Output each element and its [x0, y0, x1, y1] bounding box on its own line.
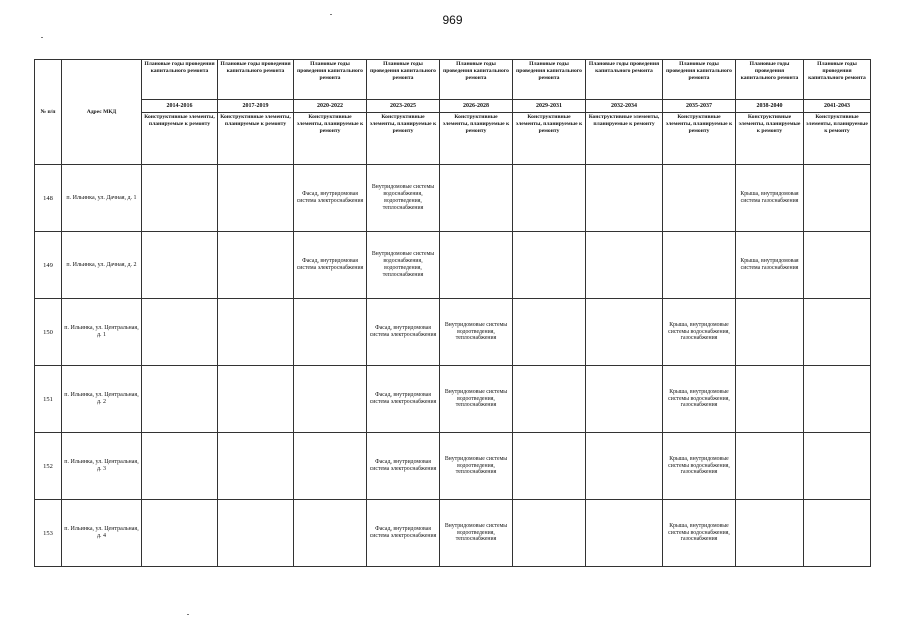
repair-works-cell: [142, 366, 218, 433]
repair-works-cell: Фасад, внутридомовая система электроснабжения: [367, 433, 440, 500]
table-row: [35, 500, 871, 567]
scan-speck: [187, 614, 189, 615]
repair-works-cell: Фасад, внутридомовая система электроснабжения: [367, 500, 440, 567]
page-number: 969: [442, 13, 463, 27]
row-address: п. Ильинка, ул. Центральная, д. 1: [62, 299, 142, 366]
repair-works-cell: [294, 433, 367, 500]
header-plan-years: Плановые годы проведения капитального ремонта: [804, 60, 871, 100]
repair-works-cell: [218, 165, 294, 232]
repair-works-cell: [804, 366, 871, 433]
repair-works-cell: [513, 165, 586, 232]
repair-works-cell: [736, 433, 804, 500]
repair-works-cell: [586, 165, 663, 232]
repair-works-cell: [294, 500, 367, 567]
repair-works-cell: [804, 433, 871, 500]
header-plan-years: Плановые годы проведения капитального ремонта: [142, 60, 218, 100]
repair-works-cell: [736, 299, 804, 366]
repair-works-cell: Фасад, внутридомовая система электроснабжения: [294, 165, 367, 232]
capital-repair-table: [34, 59, 871, 567]
header-period: 2014-2016: [142, 100, 218, 113]
header-elements: Конструктивные элементы, планируемые к ремонту: [440, 113, 513, 165]
repair-works-cell: [586, 299, 663, 366]
repair-works-cell: [218, 433, 294, 500]
row-number: 150: [35, 299, 62, 366]
header-period: 2032-2034: [586, 100, 663, 113]
table-row: [35, 433, 871, 500]
repair-works-cell: [736, 366, 804, 433]
repair-works-cell: [142, 299, 218, 366]
row-address: п. Ильинка, ул. Центральная, д. 2: [62, 366, 142, 433]
repair-works-cell: Фасад, внутридомовая система электроснабжения: [294, 232, 367, 299]
repair-works-cell: [736, 500, 804, 567]
repair-works-cell: [513, 232, 586, 299]
repair-works-cell: Внутридомовые системы водоснабжения, водоотведения, теплоснабжения: [367, 165, 440, 232]
repair-works-cell: [586, 433, 663, 500]
repair-works-cell: Внутридомовые системы водоотведения, теплоснабжения: [440, 299, 513, 366]
header-elements: Конструктивные элементы, планируемые к ремонту: [294, 113, 367, 165]
table-row: [35, 366, 871, 433]
repair-works-cell: Крыша, внутридомовые системы водоснабжения, газоснабжения: [663, 433, 736, 500]
scan-speck: [330, 14, 332, 15]
header-number: № п/п: [35, 60, 62, 165]
header-elements: Конструктивные элементы, планируемые к ремонту: [142, 113, 218, 165]
repair-works-cell: [218, 500, 294, 567]
table-row: [35, 299, 871, 366]
table-body: [35, 165, 871, 567]
repair-works-cell: [218, 299, 294, 366]
repair-works-cell: Крыша, внутридомовые системы водоснабжения, газоснабжения: [663, 500, 736, 567]
repair-works-cell: [513, 299, 586, 366]
repair-works-cell: [513, 366, 586, 433]
repair-works-cell: Фасад, внутридомовая система электроснабжения: [367, 299, 440, 366]
table-header: [35, 60, 871, 165]
repair-works-cell: Фасад, внутридомовая система электроснабжения: [367, 366, 440, 433]
repair-works-cell: [440, 232, 513, 299]
repair-works-cell: [804, 232, 871, 299]
row-address: п. Ильинка, ул. Центральная, д. 3: [62, 433, 142, 500]
repair-works-cell: [294, 366, 367, 433]
repair-works-cell: [294, 299, 367, 366]
repair-works-cell: [218, 366, 294, 433]
header-period: 2023-2025: [367, 100, 440, 113]
header-plan-years: Плановые годы проведения капитального ремонта: [513, 60, 586, 100]
header-plan-years: Плановые годы проведения капитального ремонта: [440, 60, 513, 100]
header-plan-years: Плановые годы проведения капитального ремонта: [294, 60, 367, 100]
header-elements: Конструктивные элементы, планируемые к ремонту: [513, 113, 586, 165]
header-period: 2017-2019: [218, 100, 294, 113]
row-number: 153: [35, 500, 62, 567]
header-plan-years: Плановые годы проведения капитального ремонта: [367, 60, 440, 100]
header-plan-years: Плановые годы проведения капитального ремонта: [736, 60, 804, 100]
repair-works-cell: Крыша, внутридомовая система газоснабжения: [736, 232, 804, 299]
table-row: [35, 165, 871, 232]
repair-works-cell: [142, 433, 218, 500]
scan-speck: [41, 37, 43, 38]
row-number: 152: [35, 433, 62, 500]
header-plan-years: Плановые годы проведения капитального ремонта: [218, 60, 294, 100]
repair-works-cell: [804, 500, 871, 567]
repair-works-cell: [513, 433, 586, 500]
row-number: 151: [35, 366, 62, 433]
repair-works-cell: Внутридомовые системы водоснабжения, водоотведения, теплоснабжения: [367, 232, 440, 299]
repair-works-cell: [663, 232, 736, 299]
row-number: 148: [35, 165, 62, 232]
header-elements: Конструктивные элементы, планируемые к ремонту: [586, 113, 663, 165]
row-number: 149: [35, 232, 62, 299]
table-row: [35, 232, 871, 299]
repair-works-cell: Крыша, внутридомовая система газоснабжения: [736, 165, 804, 232]
header-period: 2026-2028: [440, 100, 513, 113]
repair-works-cell: [663, 165, 736, 232]
header-elements: Конструктивные элементы, планируемые к ремонту: [218, 113, 294, 165]
row-address: п. Ильинка, ул. Дачная, д. 1: [62, 165, 142, 232]
repair-works-cell: [218, 232, 294, 299]
header-plan-years: Плановые годы проведения капитального ремонта: [586, 60, 663, 100]
row-address: п. Ильинка, ул. Дачная, д. 2: [62, 232, 142, 299]
repair-works-cell: [142, 500, 218, 567]
header-period: 2020-2022: [294, 100, 367, 113]
header-period: 2038-2040: [736, 100, 804, 113]
repair-works-cell: [586, 232, 663, 299]
header-address: Адрес МКД: [62, 60, 142, 165]
header-period: 2041-2043: [804, 100, 871, 113]
header-plan-years: Плановые годы проведения капитального ремонта: [663, 60, 736, 100]
repair-works-cell: [586, 366, 663, 433]
header-elements: Конструктивные элементы, планируемые к ремонту: [663, 113, 736, 165]
repair-works-cell: [586, 500, 663, 567]
repair-works-cell: [142, 165, 218, 232]
header-elements: Конструктивные элементы, планируемые к ремонту: [804, 113, 871, 165]
repair-works-cell: Крыша, внутридомовые системы водоснабжения, газоснабжения: [663, 366, 736, 433]
repair-works-cell: Внутридомовые системы водоотведения, теплоснабжения: [440, 433, 513, 500]
repair-works-cell: [804, 299, 871, 366]
repair-works-cell: Внутридомовые системы водоотведения, теплоснабжения: [440, 366, 513, 433]
repair-works-cell: Крыша, внутридомовые системы водоснабжения, газоснабжения: [663, 299, 736, 366]
repair-works-cell: [440, 165, 513, 232]
row-address: п. Ильинка, ул. Центральная, д. 4: [62, 500, 142, 567]
header-elements: Конструктивные элементы, планируемые к ремонту: [367, 113, 440, 165]
repair-works-cell: Внутридомовые системы водоотведения, теплоснабжения: [440, 500, 513, 567]
repair-works-cell: [142, 232, 218, 299]
header-elements: Конструктивные элементы, планируемые к ремонту: [736, 113, 804, 165]
repair-works-cell: [804, 165, 871, 232]
header-period: 2035-2037: [663, 100, 736, 113]
header-period: 2029-2031: [513, 100, 586, 113]
repair-works-cell: [513, 500, 586, 567]
